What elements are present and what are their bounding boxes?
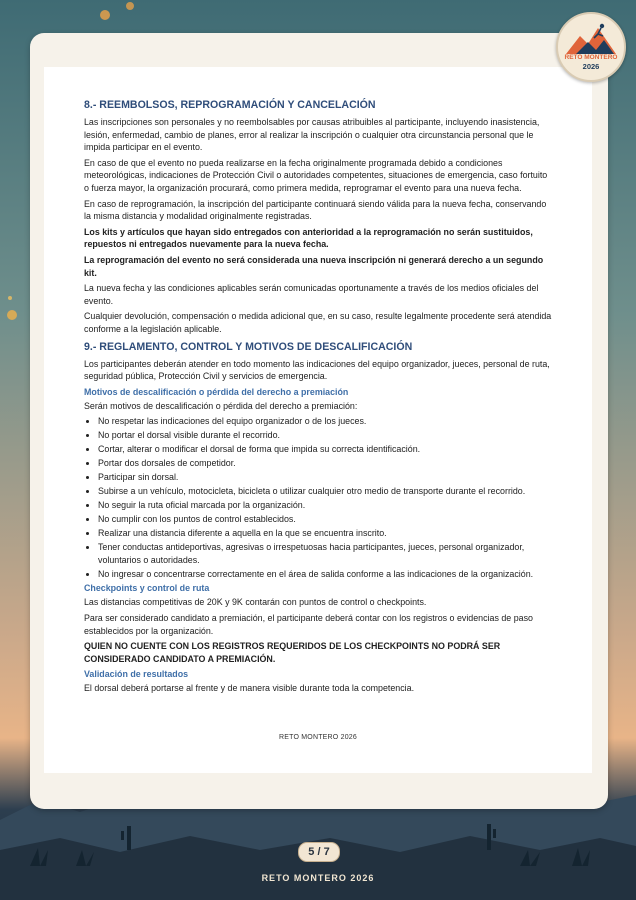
- subheading-checkpoints: Checkpoints y control de ruta: [84, 583, 210, 594]
- paragraph: Las inscripciones son personales y no reembolsables por causas atribuibles al participante, incluyendo inasistencia, lesión, enfermedad, cambio de planes, error al realizar la inscripción o cualquier otra circunstancia personal que le impida participar en el evento.: [84, 117, 540, 153]
- paragraph: Serán motivos de descalificación o pérdida del derecho a premiación:: [84, 400, 358, 411]
- page-indicator: 5 / 7: [298, 842, 340, 862]
- section-8-title: 8.- REEMBOLSOS, REPROGRAMACIÓN Y CANCELACIÓN: [84, 99, 376, 111]
- subheading-disqualification: Motivos de descalificación o pérdida del derecho a premiación: [84, 386, 349, 397]
- paragraph: Las distancias competitivas de 20K y 9K contarán con puntos de control o checkpoints.: [84, 597, 427, 608]
- bold-paragraph: QUIEN NO CUENTE CON LOS REGISTROS REQUERIDOS DE LOS CHECKPOINTS NO PODRÁ SER CONSIDERADO CANDIDATO A PREMIACIÓN.: [84, 641, 501, 664]
- subheading-validation: Validación de resultados: [84, 669, 189, 680]
- list-item: • No seguir la ruta oficial marcada por la organización.: [98, 499, 554, 512]
- list-item: • No ingresar o concentrarse correctamente en el área de salida conforme a las indicaciones de la organización.: [98, 568, 554, 581]
- list-item: • Realizar una distancia diferente a aquella en la que se encuentra inscrito.: [98, 527, 554, 540]
- bottom-title: RETO MONTERO 2026: [261, 873, 375, 883]
- list-item: • No respetar las indicaciones del equipo organizador o de los jueces.: [98, 415, 554, 428]
- paragraph: Para ser considerado candidato a premiación, el participante deberá contar con los registros o evidencias de paso establecidos por la organización.: [84, 612, 533, 636]
- event-logo: [556, 12, 626, 82]
- paragraph: En caso de que el evento no pueda realizarse en la fecha originalmente programada debido a condiciones meteorológicas, indicaciones de Protección Civil o autoridades competentes, situaciones de emergencia, caso fortuito o fuerza mayor, la organización procurará, como primera medida, reprogramar el evento para una nueva fecha.: [84, 157, 548, 193]
- paragraph: En caso de reprogramación, la inscripción del participante continuará siendo válida para la nueva fecha, conservando la misma distancia y modalidad originalmente registradas.: [84, 198, 547, 222]
- paragraph: Los participantes deberán atender en todo momento las indicaciones del equipo organizador, jueces, personal de ruta, seguridad pública, Protección Civil y servicios de emergencia.: [84, 358, 550, 382]
- disqualification-list: [84, 415, 554, 580]
- section-9-title: 9.- REGLAMENTO, CONTROL Y MOTIVOS DE DESCALIFICACIÓN: [84, 340, 413, 353]
- logo-year: 2026: [582, 62, 600, 71]
- page-footer-text: RETO MONTERO 2026: [279, 734, 357, 741]
- list-item: • No portar el dorsal visible durante el recorrido.: [98, 429, 554, 442]
- list-item: • No cumplir con los puntos de control establecidos.: [98, 513, 554, 526]
- document-content: [84, 99, 554, 698]
- bold-paragraph: La reprogramación del evento no será considerada una nueva inscripción ni generará derecho a un segundo kit.: [84, 254, 544, 278]
- bold-paragraph: Los kits y artículos que hayan sido entregados con anterioridad a la reprogramación no serán sustituidos, repuestos ni entregados nuevamente para la nueva fecha.: [84, 226, 533, 250]
- paragraph: El dorsal deberá portarse al frente y de manera visible durante toda la competencia.: [84, 683, 415, 694]
- list-item: • Subirse a un vehículo, motocicleta, bicicleta o utilizar cualquier otro medio de transporte durante el recorrido.: [98, 485, 554, 498]
- list-item: • Participar sin dorsal.: [98, 471, 554, 484]
- list-item: • Portar dos dorsales de competidor.: [98, 457, 554, 470]
- logo-title: RETO MONTERO: [564, 54, 618, 61]
- paragraph: Cualquier devolución, compensación o medida adicional que, en su caso, resulte legalmente procedente será atendida conforme a la legislación aplicable.: [84, 311, 552, 334]
- list-item: • Cortar, alterar o modificar el dorsal de forma que impida su correcta identificación.: [98, 443, 554, 456]
- paragraph: La nueva fecha y las condiciones aplicables serán comunicadas oportunamente a través de los medios oficiales del evento.: [84, 283, 539, 306]
- list-item: • Tener conductas antideportivas, agresivas o irrespetuosas hacia participantes, jueces, personal organizador, voluntarios o autoridades.: [98, 541, 554, 566]
